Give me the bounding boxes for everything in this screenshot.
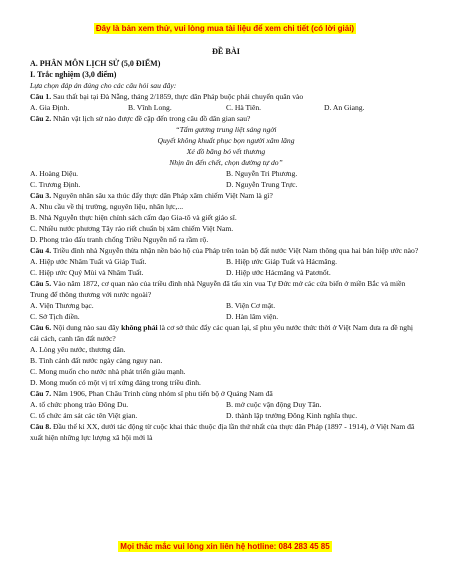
option-b: B. Viện Cơ mật. <box>226 301 276 310</box>
question-5-options <box>30 300 422 311</box>
option-c: C. Nhiều nước phương Tây rảo riết chuẩn bị xâm chiếm Việt Nam. <box>30 224 234 233</box>
question-7-options <box>30 399 422 410</box>
option-b: B. Nguyễn Tri Phương. <box>226 169 298 178</box>
question-7 <box>30 388 422 399</box>
option-c: C. Mong muốn cho nước nhà phát triển giàu mạnh. <box>30 367 186 376</box>
hotline-banner <box>0 542 450 551</box>
question-5-options <box>30 311 422 322</box>
question-8 <box>30 421 422 443</box>
question-2-options <box>30 168 422 179</box>
option-b: B. mở cuộc vận động Duy Tân. <box>226 400 322 409</box>
option-d: D. Phong trào đấu tranh chống Triều Nguyễn nổ ra rầm rộ. <box>30 235 209 244</box>
option-a: A. Hoàng Diệu. <box>30 169 79 178</box>
question-6 <box>30 322 422 344</box>
question-label: Câu 2. <box>30 114 52 123</box>
question-3 <box>30 190 422 201</box>
option-d: D. Hàn lâm viện. <box>226 312 279 321</box>
option-b: B. Tình cảnh đất nước ngày càng nguy nan. <box>30 356 163 365</box>
option-b: B. Hiệp ước Giáp Tuất và Hácmăng. <box>226 257 338 266</box>
question-label: Câu 3. <box>30 191 52 200</box>
question-emphasis: không phải <box>121 323 158 332</box>
option-c: C. Hiệp ước Quý Mùi và Nhâm Tuất. <box>30 268 144 277</box>
question-label: Câu 8. <box>30 422 52 431</box>
option-d: D. Nguyễn Trung Trực. <box>226 180 298 189</box>
question-label: Câu 6. <box>30 323 52 332</box>
question-1 <box>30 91 422 102</box>
question-4-options <box>30 256 422 267</box>
option-a: A. Lòng yêu nước, thương dân. <box>30 345 126 354</box>
question-4 <box>30 245 422 256</box>
option-d: D. Hiệp ước Hácmăng và Patơnốt. <box>226 268 331 277</box>
question-text: Năm 1906, Phan Châu Trinh cùng nhóm sĩ phu tiến bộ ở Quảng Nam đã <box>51 389 273 398</box>
question-2 <box>30 113 422 124</box>
option-b: B. Vĩnh Long. <box>128 103 172 112</box>
section-a-heading: A. PHÂN MÔN LỊCH SỬ (5,0 ĐIỂM) <box>30 59 161 68</box>
hotline-banner-text: Mọi thắc mắc vui lòng xin liên hệ hotline: 084 283 45 85 <box>120 542 330 551</box>
question-2-options <box>30 179 422 190</box>
preview-banner <box>0 24 450 33</box>
section-i-heading: I. Trắc nghiệm (3,0 điểm) <box>30 70 117 79</box>
option-d: D. Mong muốn có một vị trí xứng đáng trong triều đình. <box>30 378 201 387</box>
option-a: A. tổ chức phong trào Đông Du. <box>30 400 129 409</box>
verse-line: “Tấm gương trung liệt sáng ngời <box>175 125 277 134</box>
question-5 <box>30 278 422 300</box>
question-label: Câu 1. <box>30 92 52 101</box>
question-7-options <box>30 410 422 421</box>
question-label: Câu 5. <box>30 279 52 288</box>
question-4-options <box>30 267 422 278</box>
option-c: C. Sở Tịch điền. <box>30 312 80 321</box>
option-d: D. An Giang. <box>324 103 365 112</box>
option-c: C. Trương Định. <box>30 180 81 189</box>
exam-title: ĐỀ BÀI <box>212 47 240 56</box>
option-c: C. tổ chức ám sát các tên Việt gian. <box>30 411 138 420</box>
verse-line: Xé đồ băng bó vết thương <box>186 147 266 156</box>
question-1-options <box>30 102 422 113</box>
option-b: B. Nhà Nguyễn thực hiện chính sách cấm đạo Gia-tô và giết giáo sĩ. <box>30 213 237 222</box>
option-a: A. Hiệp ước Nhâm Tuất và Giáp Tuất. <box>30 257 147 266</box>
verse-line: Nhịn ăn đến chết, chọn đường tự do” <box>169 158 283 167</box>
question-text: Triều đình nhà Nguyễn thừa nhận nền bảo hộ của Pháp trên toàn bộ đất nước Việt Nam thông qua hai bản hiệp ước nào? <box>51 246 419 255</box>
instruction: Lựa chọn đáp án đúng cho các câu hỏi sau đây: <box>30 81 177 90</box>
option-a: A. Gia Định. <box>30 103 70 112</box>
preview-banner-text: Đây là bản xem thử, vui lòng mua tài liệu để xem chi tiết (có lời giải) <box>95 24 355 33</box>
question-label: Câu 7. <box>30 389 52 398</box>
question-text: Đầu thế kỉ XX, dưới tác động từ cuộc khai thác thuộc địa lần thứ nhất của thực dân Pháp (1897 - 1914), ở Việt Nam đã xuất hiện những lực lượng xã hội mới là <box>30 422 415 442</box>
question-label: Câu 4. <box>30 246 52 255</box>
folk-verse <box>30 124 422 168</box>
question-text: Vào năm 1872, cơ quan nào của triều đình nhà Nguyễn đã tấu xin vua Tự Đức mở các cửa biển ở miền Bắc và miền Trung để thông thương với nước ngoài? <box>30 279 406 299</box>
option-a: A. Nhu cầu về thị trường, nguyên liệu, nhân lực,... <box>30 202 184 211</box>
verse-line: Quyết không khuất phục bọn người xâm lăng <box>157 136 295 145</box>
option-a: A. Viện Thương bạc. <box>30 301 94 310</box>
question-text: Sau thất bại tại Đà Nẵng, tháng 2/1859, thực dân Pháp buộc phải chuyển quân vào <box>51 92 304 101</box>
exam-content <box>30 46 422 443</box>
question-text: Nội dung nào sau đây <box>51 323 122 332</box>
question-text: Nhân vật lịch sử nào được đề cập đến trong câu đồ dân gian sau? <box>51 114 251 123</box>
option-d: D. thành lập trường Đông Kinh nghĩa thục. <box>226 411 358 420</box>
question-text: Nguyên nhân sâu xa thúc đẩy thực dân Pháp xâm chiếm Việt Nam là gì? <box>51 191 273 200</box>
option-c: C. Hà Tiên. <box>226 103 262 112</box>
question-text: là cơ sở thúc đẩy các quan lại, sĩ phu yêu nước thức thời ở Việt Nam đưa ra đề nghị cải cách, canh tân đất nước? <box>30 323 414 343</box>
